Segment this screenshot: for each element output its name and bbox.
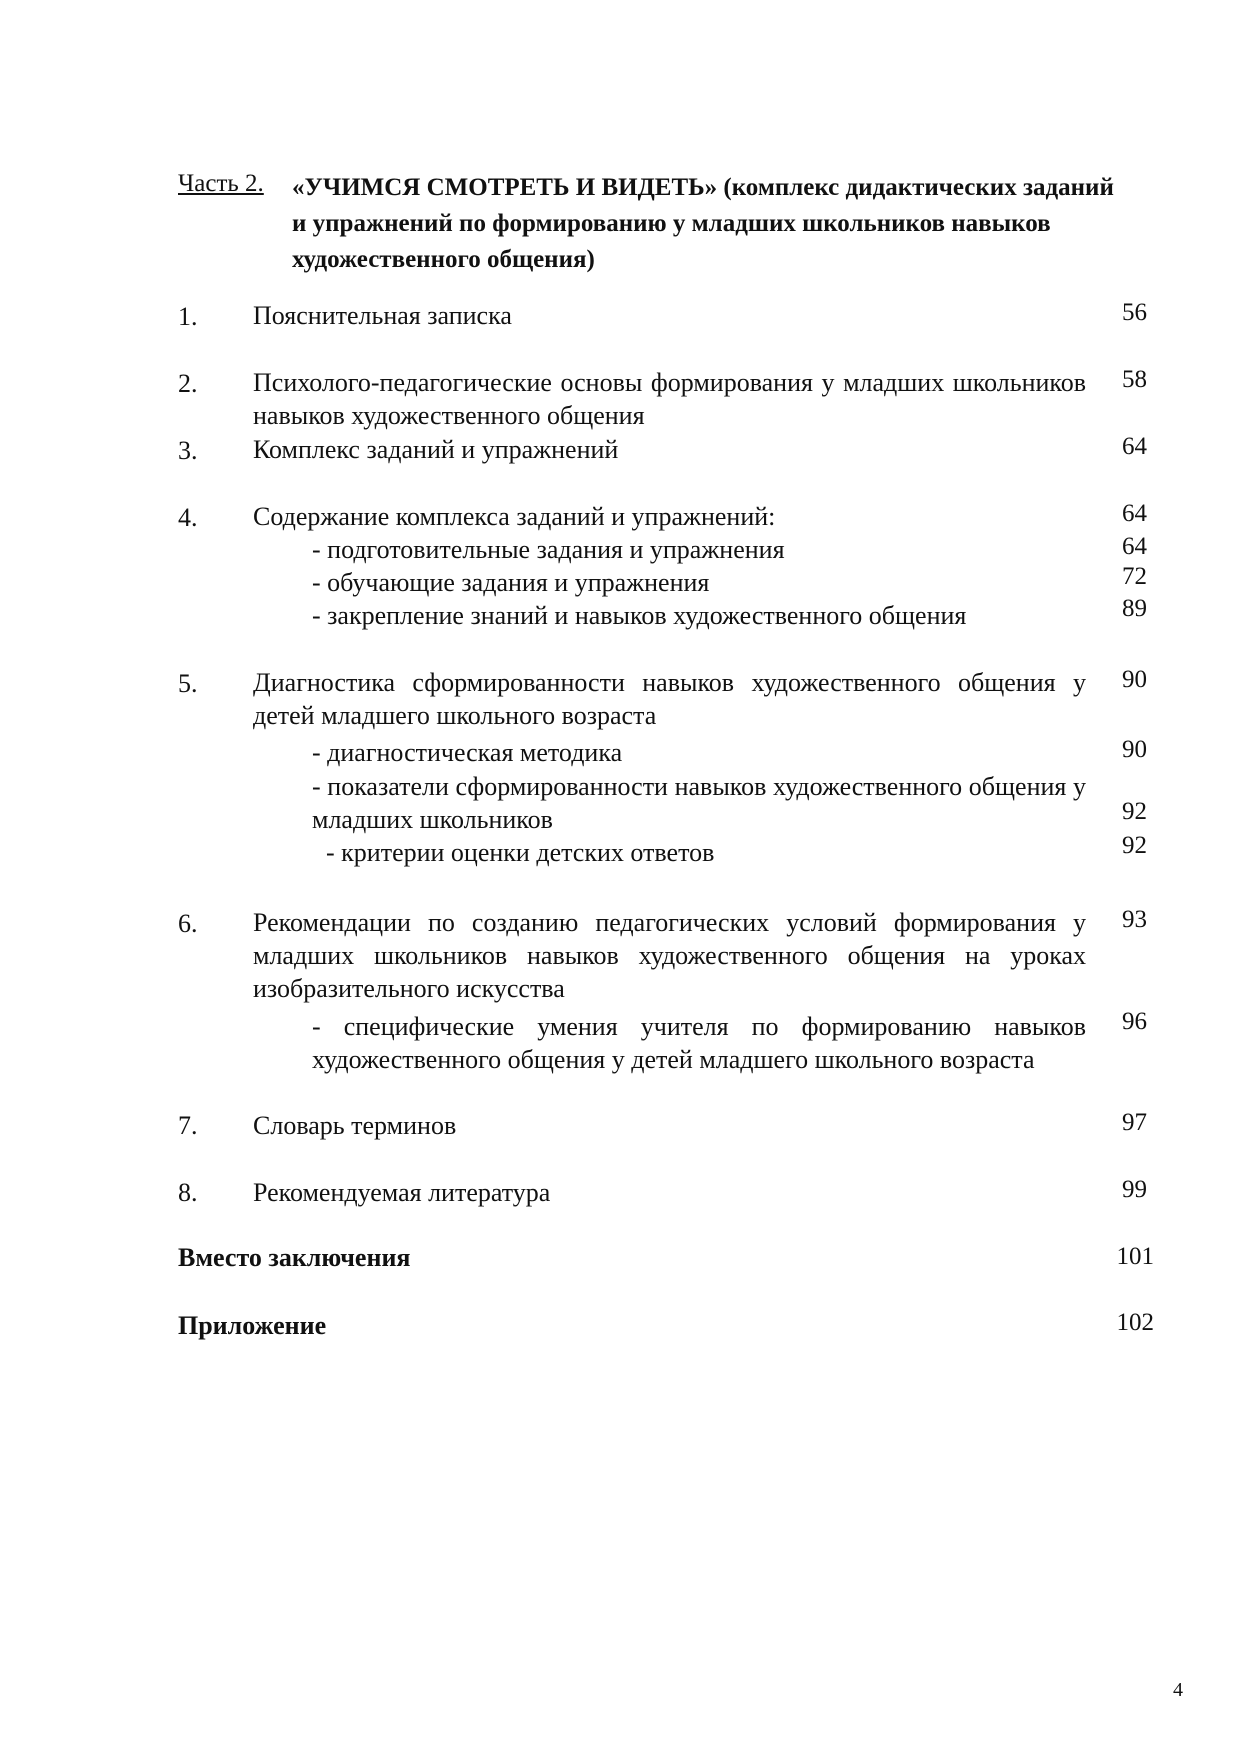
toc-item-4-text: Содержание комплекса заданий и упражнений:	[253, 502, 776, 531]
page-number: 4	[1173, 1679, 1183, 1701]
conclusion-page: 101	[1116, 1243, 1154, 1270]
toc-item-5-sub-2-text: - показатели сформированности навыков художественного общения у младших школьников	[312, 772, 1086, 834]
toc-item-8-text: Рекомендуемая литература	[253, 1178, 551, 1207]
toc-item-8-number: 8.	[178, 1178, 198, 1207]
part-title: «УЧИМСЯ СМОТРЕТЬ И ВИДЕТЬ» (комплекс дидактических заданий и упражнений по формированию у младших школьников навыков художественного общения)	[292, 174, 1114, 273]
toc-item-6-number: 6.	[178, 909, 198, 938]
conclusion-title: Вместо заключения	[178, 1243, 411, 1272]
toc-item-2-text: Психолого-педагогические основы формирования у младших школьников навыков художественного общения	[253, 368, 1086, 430]
toc-item-4-sub-1-page: 64	[1122, 533, 1147, 560]
toc-item-6-page: 93	[1122, 906, 1147, 933]
toc-item-1-number: 1.	[178, 302, 198, 331]
toc-item-5-sub-1-page: 90	[1122, 736, 1147, 763]
toc-item-7-number: 7.	[178, 1111, 198, 1140]
toc-item-3-text: Комплекс заданий и упражнений	[253, 435, 619, 464]
appendix-title: Приложение	[178, 1311, 327, 1340]
toc-item-6-text: Рекомендации по созданию педагогических условий формирования у младших школьников навыков художественного общения на уроках изобразительного искусства	[253, 908, 1086, 1003]
toc-item-5-page: 90	[1122, 666, 1147, 693]
toc-item-7-page: 97	[1122, 1109, 1147, 1136]
toc-item-5-number: 5.	[178, 669, 198, 698]
toc-item-4-sub-2-page: 72	[1122, 563, 1147, 590]
toc-item-4-sub-3-text: - закрепление знаний и навыков художественного общения	[312, 601, 967, 630]
toc-item-3-page: 64	[1122, 433, 1147, 460]
toc-item-8-page: 99	[1122, 1176, 1147, 1203]
toc-item-4-sub-2-text: - обучающие задания и упражнения	[312, 568, 710, 597]
toc-item-4-sub-1-text: - подготовительные задания и упражнения	[312, 535, 785, 564]
toc-item-5-sub-1-text: - диагностическая методика	[312, 738, 623, 767]
toc-item-5-sub-3-page: 92	[1122, 832, 1147, 859]
toc-item-6-sub-1-page: 96	[1122, 1008, 1147, 1035]
part-label: Часть 2.	[178, 170, 264, 197]
appendix-page: 102	[1116, 1309, 1154, 1336]
toc-item-5-sub-2-page: 92	[1122, 798, 1147, 825]
toc-item-4-number: 4.	[178, 503, 198, 532]
toc-item-1-page: 56	[1122, 299, 1147, 326]
toc-item-3-number: 3.	[178, 436, 198, 465]
toc-item-6-sub-1-text: - специфические умения учителя по формированию навыков художественного общения у детей младшего школьного возраста	[312, 1012, 1086, 1074]
toc-item-4-page: 64	[1122, 500, 1147, 527]
toc-item-7-text: Словарь терминов	[253, 1111, 457, 1140]
toc-item-5-text: Диагностика сформированности навыков художественного общения у детей младшего школьного возраста	[253, 668, 1086, 730]
toc-item-4-sub-3-page: 89	[1122, 595, 1147, 622]
toc-item-5-sub-3-text: - критерии оценки детских ответов	[326, 838, 715, 867]
toc-item-2-number: 2.	[178, 369, 198, 398]
toc-item-1-text: Пояснительная записка	[253, 301, 512, 330]
toc-item-2-page: 58	[1122, 366, 1147, 393]
